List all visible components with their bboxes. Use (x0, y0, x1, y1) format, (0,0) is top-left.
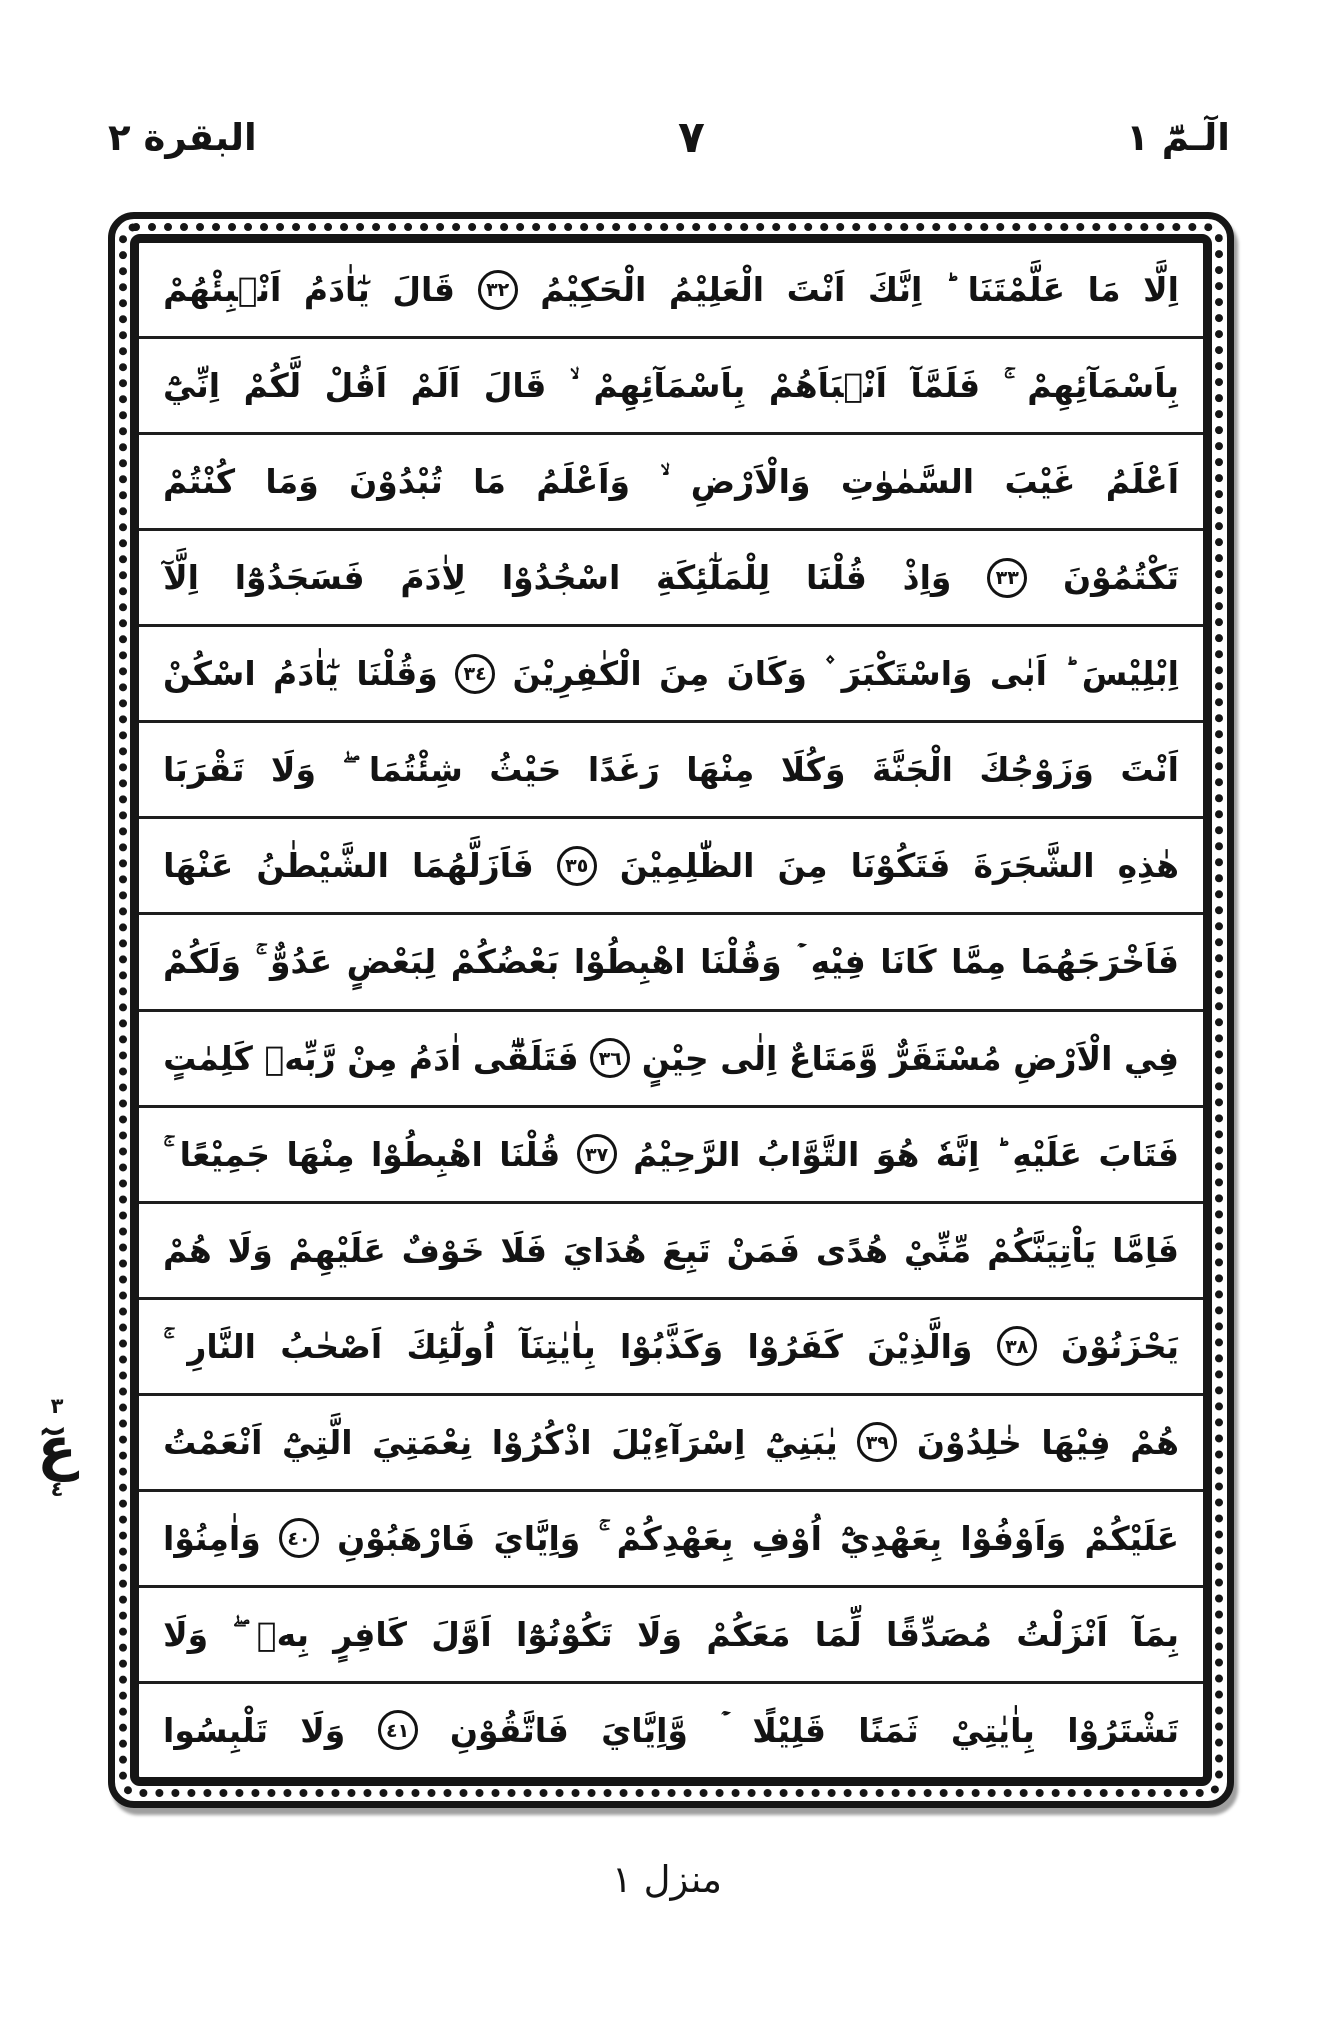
word: فِي (1124, 1038, 1179, 1078)
word: وَقُلْنَا (356, 654, 438, 694)
word: عَدُوٌّ (270, 942, 333, 982)
word: وَلَا (270, 750, 316, 790)
word: وَاِذْ (902, 558, 952, 598)
word: قَالَ (483, 366, 547, 406)
page-number: ٧ (678, 112, 705, 163)
word: وَاسْتَكْبَرَ (841, 654, 973, 694)
word: هٰذِهِ (1117, 846, 1179, 886)
word: هُدَايَ (562, 1230, 647, 1270)
ruku-margin-marker (22, 1396, 92, 1500)
word: فَلَمَّآ (910, 366, 981, 406)
word: اِنِّيْٓ (163, 366, 221, 406)
word: عَلَّمْتَنَا (967, 270, 1066, 310)
word: جَمِيْعًا (179, 1134, 270, 1174)
word: وَلَا (163, 1614, 209, 1654)
word: مِمَّا (951, 942, 1007, 982)
word: عَلَيْكُمْ (1084, 1518, 1179, 1558)
word: الْاَرْضِ (1013, 1038, 1113, 1078)
quran-line (139, 723, 1203, 819)
manzil-label: منزل ١ (612, 1858, 722, 1901)
word: اَقُلْ (324, 366, 388, 406)
word: كَافِرٍ (333, 1614, 407, 1654)
word: وَّاِيَّايَ (601, 1710, 688, 1750)
word: وَمَا (265, 462, 319, 502)
word: تَبِعَ (662, 1230, 711, 1270)
quran-line (139, 915, 1203, 1011)
word: اِلَّا (1143, 270, 1179, 310)
quran-line (139, 1300, 1203, 1396)
word: بِاٰيٰتِنَآ (519, 1326, 596, 1366)
word: مِنَ (777, 846, 828, 886)
word: رَّبِّهٖ (264, 1038, 336, 1078)
word: يٰٓاٰدَمُ (303, 270, 370, 310)
word: الْحَكِيْمُ (540, 270, 647, 310)
word: هُمْ (163, 1230, 212, 1270)
quran-line (139, 339, 1203, 435)
word: كُنْتُمْ (163, 462, 236, 502)
quran-line (139, 819, 1203, 915)
word: تَكُوْنُوْٓا (516, 1614, 613, 1654)
word: مُسْتَقَرٌّ (889, 1038, 1002, 1078)
word: بِاٰيٰتِيْ (950, 1710, 1035, 1750)
word: التَّوَّابُ (756, 1134, 860, 1174)
word: كَفَرُوْا (747, 1326, 843, 1366)
word: رَغَدًا (587, 750, 660, 790)
word: اسْجُدُوْا (501, 558, 621, 598)
aya-number-badge: ٣٢ (478, 270, 518, 310)
word: وَالَّذِيْنَ (867, 1326, 973, 1366)
word: فِيْهَا (1041, 1422, 1111, 1462)
word: تَشْتَرُوْا (1067, 1710, 1179, 1750)
word: غَيْبَ (1004, 462, 1076, 502)
word: خَوْفٌ (401, 1230, 485, 1270)
word: اِنَّكَ (867, 270, 923, 310)
word: تُبْدُوْنَ (349, 462, 443, 502)
word: خٰلِدُوْنَ (916, 1422, 1022, 1462)
word: وَكَذَّبُوْا (620, 1326, 724, 1366)
word: عَلَيْهِ (1012, 1134, 1082, 1174)
quran-line (139, 243, 1203, 339)
word: اَنْزَلْتُ (1016, 1614, 1108, 1654)
word: قَالَ (392, 270, 456, 310)
ruku-top-number: ٣ (50, 1394, 64, 1418)
word: فَارْهَبُوْنِ (337, 1518, 476, 1558)
word: وَكَانَ (726, 654, 807, 694)
ruku-bottom-number: ٤ (50, 1477, 64, 1501)
quran-lines (130, 234, 1212, 1786)
aya-number-badge: ٣٨ (997, 1326, 1037, 1366)
aya-number-badge: ٣٥ (557, 846, 597, 886)
word: اِسْرَآءِيْلَ (611, 1422, 746, 1462)
word: الشَّجَرَةَ (973, 846, 1095, 886)
word: اَبٰى (989, 654, 1047, 694)
word: وَقُلْنَا (700, 942, 782, 982)
word: فَسَجَدُوْٓا (234, 558, 365, 598)
word: مِّنِّيْ (903, 1230, 972, 1270)
word: وَلَا (300, 1710, 346, 1750)
word: وَلَكُمْ (163, 942, 241, 982)
word: اَنْعَمْتُ (163, 1422, 263, 1462)
word: مُصَدِّقًا (885, 1614, 992, 1654)
word: وَكُلَا (780, 750, 846, 790)
word: نِعْمَتِيَ (372, 1422, 473, 1462)
word: اَنْتَ (786, 270, 846, 310)
page-footer (0, 1858, 1334, 1901)
word: هُمْ (1130, 1422, 1179, 1462)
word: فَتَكُوْنَا (850, 846, 951, 886)
aya-number-badge: ٣٣ (987, 558, 1027, 598)
word: النَّارِ (187, 1326, 256, 1366)
word: مَا (473, 462, 506, 502)
word: تَقْرَبَا (163, 750, 245, 790)
aya-number-badge: ٣٩ (857, 1422, 897, 1462)
word: لِبَعْضٍ (346, 942, 437, 982)
word: كَانَا (880, 942, 937, 982)
ruku-ain-glyph: عٓ (37, 1414, 77, 1482)
word: فَتَلَقّٰٓى (472, 1038, 579, 1078)
word: وَلَا (227, 1230, 273, 1270)
word: وَزَوْجُكَ (979, 750, 1094, 790)
quran-line (139, 1492, 1203, 1588)
word: وَاِيَّايَ (493, 1518, 581, 1558)
word: الْكٰفِرِيْنَ (512, 654, 642, 694)
word: بِمَآ (1132, 1614, 1179, 1654)
word: بِاَسْمَآئِهِمْ (1027, 366, 1179, 406)
word: اِبْلِيْسَ (1081, 654, 1179, 694)
word: لَّكُمْ (243, 366, 302, 406)
word: اَصْحٰبُ (280, 1326, 383, 1366)
word: يَاْتِيَنَّكُمْ (987, 1230, 1097, 1270)
word: مَعَكُمْ (706, 1614, 791, 1654)
surah-title: البقرة ٢ (108, 116, 257, 159)
word: تَكْتُمُوْنَ (1062, 558, 1179, 598)
word: اَلَمْ (410, 366, 461, 406)
word: بِهٖ (256, 1614, 309, 1654)
word: بَعْضُكُمْ (450, 942, 560, 982)
word: قَلِيْلًا (752, 1710, 827, 1750)
word: كَلِمٰتٍ (163, 1038, 253, 1078)
word: وَلَا (636, 1614, 683, 1654)
quran-line (139, 627, 1203, 723)
quran-line (139, 1012, 1203, 1108)
word: اِنَّهٗ (935, 1134, 980, 1174)
word: حَيْثُ (489, 750, 562, 790)
quran-line (139, 1396, 1203, 1492)
quran-line (139, 435, 1203, 531)
word: اِلٰى (720, 1038, 778, 1078)
word: ثَمَنًا (858, 1710, 919, 1750)
frame-beaded-band (119, 223, 1223, 1797)
word: الْجَنَّةَ (871, 750, 953, 790)
word: الشَّيْطٰنُ (256, 846, 389, 886)
word: اسْكُنْ (163, 654, 256, 694)
word: فَتَابَ (1098, 1134, 1179, 1174)
word: اَنْتَ (1120, 750, 1179, 790)
aya-number-badge: ٤١ (378, 1710, 418, 1750)
word: الرَّحِيْمُ (633, 1134, 741, 1174)
word: السَّمٰوٰتِ (840, 462, 975, 502)
word: فَاَخْرَجَهُمَا (1020, 942, 1179, 982)
juz-label: الٓـمّٓ ١ (1126, 116, 1230, 159)
word: اهْبِطُوْا (371, 1134, 483, 1174)
quran-line (139, 531, 1203, 627)
word: مَا (1087, 270, 1121, 310)
aya-number-badge: ٣٤ (455, 654, 495, 694)
word: فَمَنْ (726, 1230, 800, 1270)
word: بِعَهْدِكُمْ (616, 1518, 734, 1558)
word: بِاَسْمَآئِهِمْ (593, 366, 746, 406)
word: قُلْنَا (499, 1134, 561, 1174)
word: اهْبِطُوْا (573, 942, 686, 982)
word: مِنْهَا (686, 750, 755, 790)
word: اَنْۢبِئْهُمْ (163, 270, 282, 310)
word: وَّمَتَاعٌ (788, 1038, 879, 1078)
word: فَاَزَلَّهُمَا (412, 846, 534, 886)
word: لِاٰدَمَ (400, 558, 467, 598)
word: هُوَ (875, 1134, 920, 1174)
word: تَلْبِسُوا (163, 1710, 268, 1750)
word: حِيْنٍ (641, 1038, 709, 1078)
word: شِئْتُمَا (368, 750, 463, 790)
word: يٰبَنِيْٓ (764, 1422, 838, 1462)
quran-line (139, 1204, 1203, 1300)
frame-outer-border (108, 212, 1234, 1808)
word: اُولٰٓئِكَ (406, 1326, 495, 1366)
word: عَنْهَا (163, 846, 234, 886)
word: وَالْاَرْضِ (690, 462, 811, 502)
word: بِعَهْدِيْٓ (840, 1518, 943, 1558)
word: اذْكُرُوْا (491, 1422, 592, 1462)
word: فَاِمَّا (1112, 1230, 1179, 1270)
word: يَحْزَنُوْنَ (1061, 1326, 1179, 1366)
word: لِلْمَلٰٓئِكَةِ (656, 558, 771, 598)
quran-line (139, 1108, 1203, 1204)
word: اُوْفِ (751, 1518, 822, 1558)
word: الَّتِيْٓ (282, 1422, 353, 1462)
word: وَاَعْلَمُ (536, 462, 630, 502)
quran-line (139, 1588, 1203, 1684)
word: اَعْلَمُ (1105, 462, 1179, 502)
word: الظّٰلِمِيْنَ (619, 846, 755, 886)
word: مِنَ (659, 654, 710, 694)
word: فَلَا (500, 1230, 548, 1270)
word: يٰٓاٰدَمُ (273, 654, 339, 694)
text-frame (108, 212, 1234, 1808)
word: لِّمَا (814, 1614, 862, 1654)
quran-line (139, 1684, 1203, 1777)
word: قُلْنَا (805, 558, 867, 598)
word: وَاٰمِنُوْا (163, 1518, 261, 1558)
aya-number-badge: ٣٧ (577, 1134, 617, 1174)
word: وَاَوْفُوْا (960, 1518, 1067, 1558)
word: اَوَّلَ (431, 1614, 492, 1654)
word: فَاتَّقُوْنِ (449, 1710, 569, 1750)
word: اٰدَمُ (408, 1038, 462, 1078)
word: فِيْهِ (810, 942, 866, 982)
word: عَلَيْهِمْ (288, 1230, 386, 1270)
word: مِنْهَا (286, 1134, 355, 1174)
page-header (108, 108, 1230, 163)
aya-number-badge: ٣٦ (590, 1038, 630, 1078)
word: الْعَلِيْمُ (668, 270, 765, 310)
word: اِلَّآ (163, 558, 199, 598)
word: مِنْ (347, 1038, 398, 1078)
aya-number-badge: ٤٠ (279, 1518, 319, 1558)
word: هُدًى (815, 1230, 889, 1270)
word: اَنْۢبَاَهُمْ (768, 366, 887, 406)
